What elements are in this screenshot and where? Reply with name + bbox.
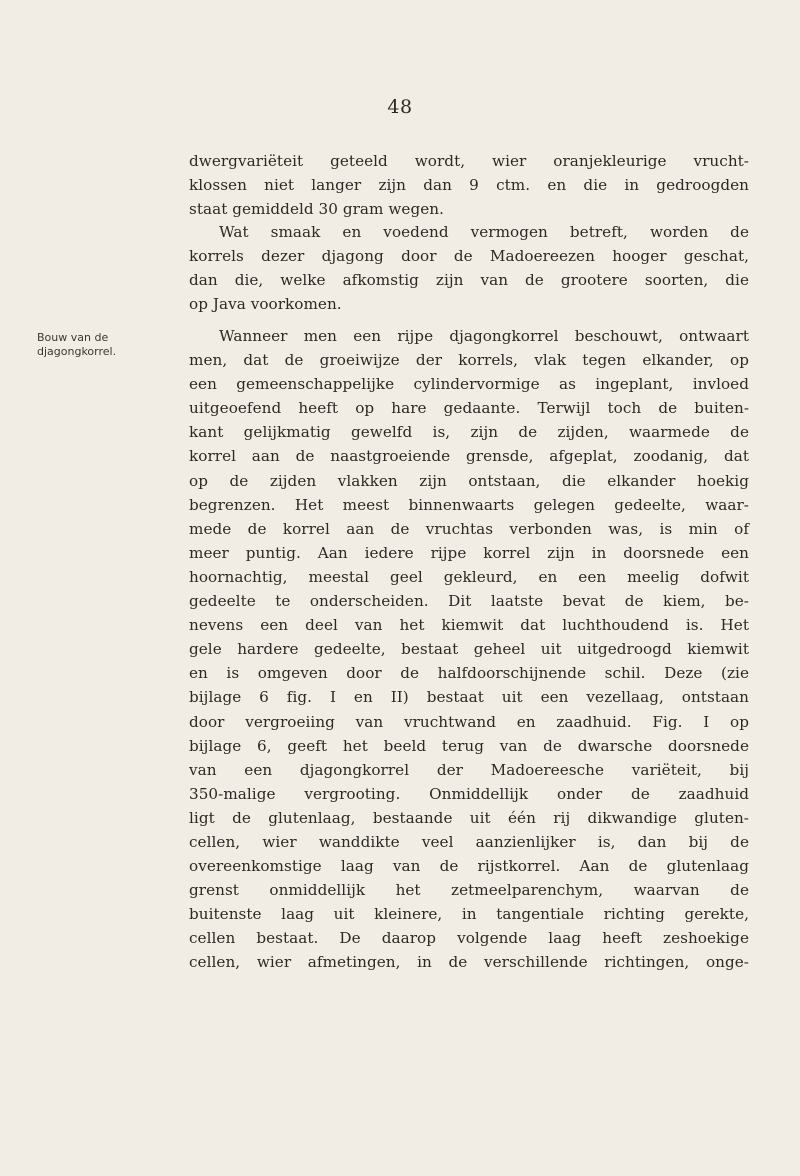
page-number: 48	[387, 96, 413, 118]
text-line: meer puntig. Aan iedere rijpe korrel zijn in doorsnede een	[189, 543, 749, 562]
text-line: bijlage 6, geeft het beeld terug van de dwarsche doorsnede	[189, 736, 749, 755]
text-line: een gemeenschappelijke cylindervormige as ingeplant, invloed	[189, 375, 749, 394]
text-line: hoornachtig, meestal geel gekleurd, en een meelig dofwit	[189, 567, 749, 586]
text-line: gedeelte te onderscheiden. Dit laatste bevat de kiem, be-	[189, 592, 749, 611]
text-line: uitgeoefend heeft op hare gedaante. Terwijl toch de buiten-	[189, 399, 749, 418]
text-line: men, dat de groeiwijze der korrels, vlak tegen elkander, op	[189, 351, 749, 370]
text-line: korrel aan de naastgroeiende grensde, afgeplat, zoodanig, dat	[189, 447, 749, 466]
text-line: en is omgeven door de halfdoorschijnende schil. Deze (zie	[189, 664, 749, 683]
text-line: bijlage 6 fig. I en II) bestaat uit een vezellaag, ontstaan	[189, 688, 749, 707]
text-line: begrenzen. Het meest binnenwaarts gelegen gedeelte, waar-	[189, 495, 749, 514]
text-line: cellen, wier wanddikte veel aanzienlijker is, dan bij de	[189, 832, 749, 851]
text-line: van een djagongkorrel der Madoereesche variëteit, bij	[189, 760, 749, 779]
margin-note-line: Bouw van de	[37, 331, 109, 344]
text-line: op Java voorkomen.	[189, 295, 342, 314]
text-line: staat gemiddeld 30 gram wegen.	[189, 200, 444, 219]
text-line: ligt de glutenlaag, bestaande uit één rij dikwandige gluten-	[189, 808, 749, 827]
paragraph-3	[189, 324, 749, 975]
paragraph-1	[189, 149, 749, 221]
text-line: Wat smaak en voedend vermogen betreft, worden de	[219, 223, 749, 241]
text-line: dan die, welke afkomstig zijn van de grootere soorten, die	[189, 271, 749, 290]
text-line: klossen niet langer zijn dan 9 ctm. en die in gedroogden	[189, 176, 749, 195]
text-line: gele hardere gedeelte, bestaat geheel uit uitgedroogd kiemwit	[189, 640, 749, 659]
text-line: door vergroeiing van vruchtwand en zaadhuid. Fig. I op	[189, 712, 749, 731]
text-line: mede de korrel aan de vruchtas verbonden was, is min of	[189, 519, 749, 538]
text-line: kant gelijkmatig gewelfd is, zijn de zijden, waarmede de	[189, 423, 749, 442]
text-line: Wanneer men een rijpe djagongkorrel beschouwt, ontwaart	[219, 327, 749, 345]
text-line: 350-malige vergrooting. Onmiddellijk onder de zaadhuid	[189, 784, 749, 803]
text-line: grenst onmiddellijk het zetmeelparenchym, waarvan de	[189, 881, 749, 900]
paragraph-2	[189, 220, 749, 316]
margin-note	[37, 331, 157, 359]
text-line: op de zijden vlakken zijn ontstaan, die elkander hoekig	[189, 471, 749, 490]
text-line: overeenkomstige laag van de rijstkorrel. Aan de glutenlaag	[189, 857, 749, 876]
text-line: buitenste laag uit kleinere, in tangentiale richting gerekte,	[189, 905, 749, 924]
text-line: cellen, wier afmetingen, in de verschillende richtingen, onge-	[189, 953, 749, 972]
text-line: cellen bestaat. De daarop volgende laag heeft zeshoekige	[189, 929, 749, 948]
text-line: nevens een deel van het kiemwit dat luchthoudend is. Het	[189, 616, 749, 635]
text-line: dwergvariëteit geteeld wordt, wier oranjekleurige vrucht-	[189, 152, 749, 170]
text-line: korrels dezer djagong door de Madoereezen hooger geschat,	[189, 247, 749, 266]
margin-note-line: djagongkorrel.	[37, 345, 117, 358]
